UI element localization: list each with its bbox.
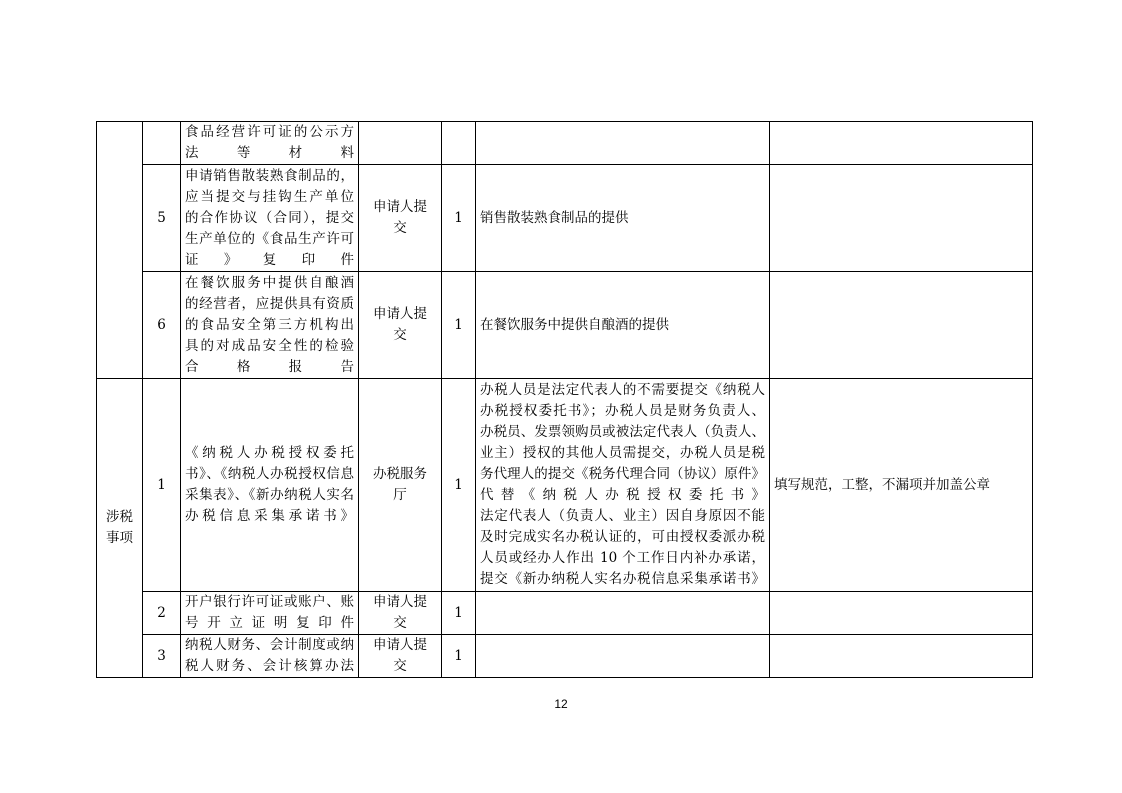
note-cell (770, 635, 1033, 678)
source-cell: 申请人提 交 (359, 272, 442, 379)
source-cell (359, 122, 442, 165)
note-cell (770, 122, 1033, 165)
table-row (97, 635, 1033, 678)
material-cell: 《纳税人办税授权委托 书》、《纳税人办税授权信息 采集表》、《新办纳税人实名 办税信息采集承诺书》 (181, 379, 359, 592)
row-number: 6 (143, 272, 181, 379)
source-cell: 申请人提 交 (359, 635, 442, 678)
requirement-cell (476, 592, 770, 635)
note-cell (770, 272, 1033, 379)
row-number (143, 122, 181, 165)
requirement-cell: 销售散装熟食制品的提供 (476, 165, 770, 272)
row-number: 3 (143, 635, 181, 678)
material-cell: 纳税人财务、会计制度或纳 税人财务、会计核算办法 (181, 635, 359, 678)
copies-cell: 1 (442, 165, 476, 272)
material-cell: 开户银行许可证或账户、账 号开立证明复印件 (181, 592, 359, 635)
note-cell: 填写规范，工整，不漏项并加盖公章 (770, 379, 1033, 592)
table-row (97, 379, 1033, 592)
copies-cell: 1 (442, 379, 476, 592)
requirement-cell: 在餐饮服务中提供自酿酒的提供 (476, 272, 770, 379)
category-cell: 涉税 事项 (97, 379, 143, 678)
table-row (97, 165, 1033, 272)
category-cell (97, 122, 143, 379)
row-number: 5 (143, 165, 181, 272)
row-number: 2 (143, 592, 181, 635)
copies-cell: 1 (442, 272, 476, 379)
material-cell: 在餐饮服务中提供自酿酒 的经营者，应提供具有资质 的食品安全第三方机构出 具的对成品安全性的检验 合格报告 (181, 272, 359, 379)
copies-cell (442, 122, 476, 165)
copies-cell: 1 (442, 635, 476, 678)
table-row (97, 122, 1033, 165)
row-number: 1 (143, 379, 181, 592)
table-row (97, 272, 1033, 379)
table-row (97, 592, 1033, 635)
requirement-cell (476, 635, 770, 678)
source-cell: 申请人提 交 (359, 165, 442, 272)
copies-cell: 1 (442, 592, 476, 635)
page-number: 12 (554, 697, 568, 711)
material-cell: 食品经营许可证的公示方 法等材料 (181, 122, 359, 165)
note-cell (770, 165, 1033, 272)
material-cell: 申请销售散装熟食制品的， 应当提交与挂钩生产单位 的合作协议（合同），提交 生产单位的《食品生产许可 证》复印件 (181, 165, 359, 272)
requirement-cell: 办税人员是法定代表人的不需要提交《纳税人 办税授权委托书》；办税人员是财务负责人、 办税员、发票领购员或被法定代表人（负责人、 业主）授权的其他人员需提交，办税人员是税 务代理人的提交《税务代理合同（协议）原件》 代替《纳税人办税授权委托书》 法定代表人（负责人、业主）因自身原因不能 及时完成实名办税认证的，可由授权委派办税 人员或经办人作出 10 个工作日内补办承诺， 提交《新办纳税人实名办税信息采集承诺书》 (476, 379, 770, 592)
materials-table (96, 121, 1033, 678)
note-cell (770, 592, 1033, 635)
source-cell: 申请人提 交 (359, 592, 442, 635)
requirement-cell (476, 122, 770, 165)
source-cell: 办税服务 厅 (359, 379, 442, 592)
